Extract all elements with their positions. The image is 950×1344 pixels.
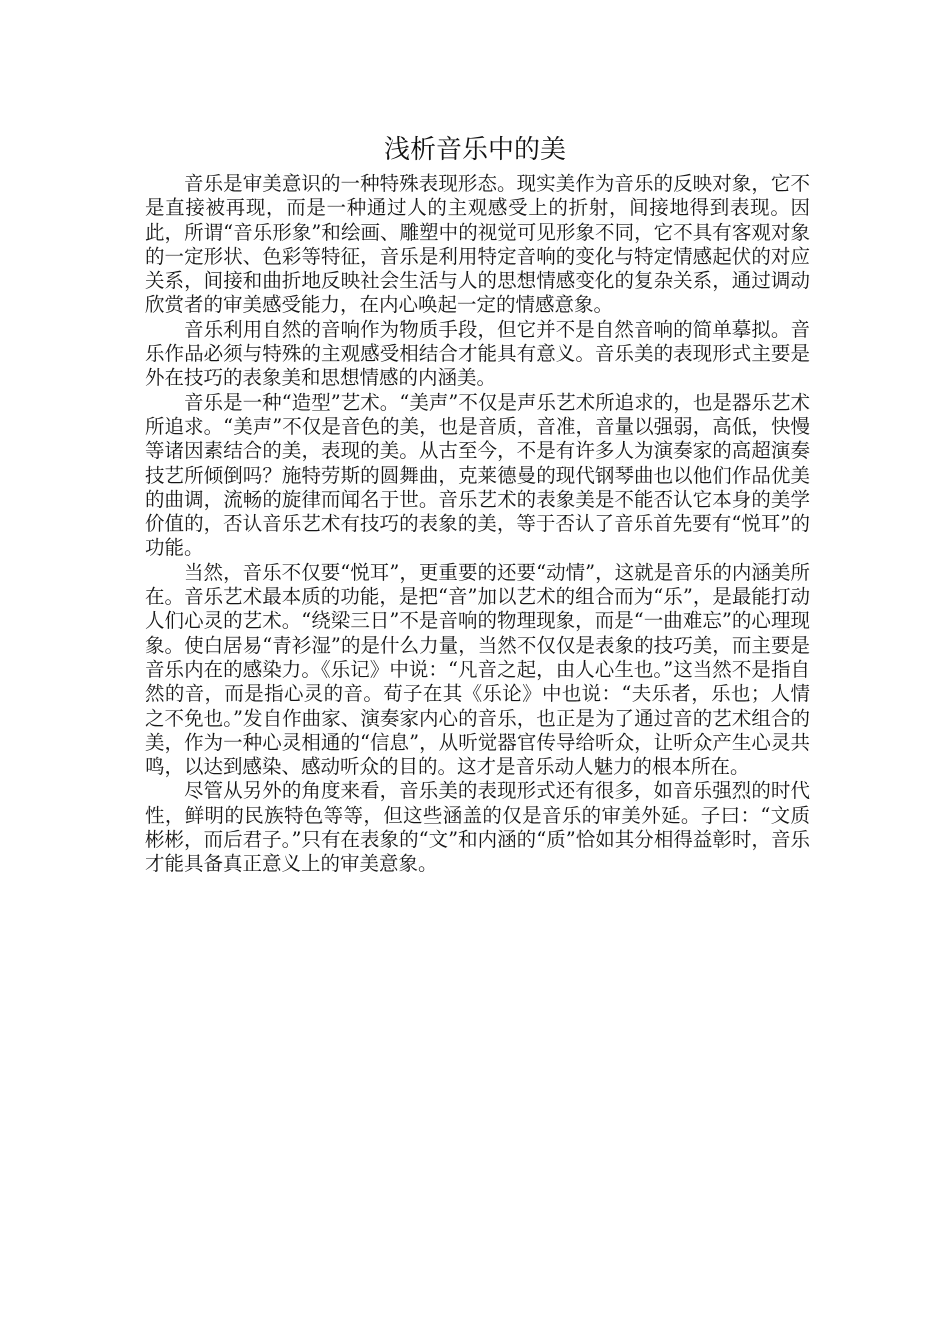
paragraph-1: 音乐是审美意识的一种特殊表现形态。现实美作为音乐的反映对象，它不是直接被再现，而是一种通过人的主观感受上的折射，间接地得到表现。因此，所谓“音乐形象”和绘画、雕塑中的视觉可见形象不同，它不具有客观对象的一定形状、色彩等特征，音乐是利用特定音响的变化与特定情感起伏的对应关系，间接和曲折地反映社会生活与人的思想情感变化的复杂关系，通过调动欣赏者的审美感受能力，在内心唤起一定的情感意象。 — [145, 172, 810, 317]
document-title: 浅析音乐中的美 — [383, 135, 566, 165]
paragraph-2: 音乐利用自然的音响作为物质手段，但它并不是自然音响的简单摹拟。音乐作品必须与特殊的主观感受相结合才能具有意义。音乐美的表现形式主要是外在技巧的表象美和思想情感的内涵美。 — [145, 317, 810, 390]
document-body — [145, 172, 810, 877]
paragraph-5: 尽管从另外的角度来看，音乐美的表现形式还有很多，如音乐强烈的时代性，鲜明的民族特色等等，但这些涵盖的仅是音乐的审美外延。子曰：“文质彬彬，而后君子。”只有在表象的“文”和内涵的“质”恰如其分相得益彰时，音乐才能具备真正意义上的审美意象。 — [145, 779, 810, 876]
paragraph-3: 音乐是一种“造型”艺术。“美声”不仅是声乐艺术所追求的，也是器乐艺术所追求。“美声”不仅是音色的美，也是音质，音准，音量以强弱，高低，快慢等诸因素结合的美，表现的美。从古至今，不是有许多人为演奏家的高超演奏技艺所倾倒吗？施特劳斯的圆舞曲，克莱德曼的现代钢琴曲也以他们作品优美的曲调，流畅的旋律而闻名于世。音乐艺术的表象美是不能否认它本身的美学价值的，否认音乐艺术有技巧的表象的美，等于否认了音乐首先要有“悦耳”的功能。 — [145, 390, 810, 560]
paragraph-4: 当然，音乐不仅要“悦耳”，更重要的还要“动情”，这就是音乐的内涵美所在。音乐艺术最本质的功能，是把“音”加以艺术的组合而为“乐”，是最能打动人们心灵的艺术。“绕梁三日”不是音响的物理现象，而是“一曲难忘”的心理现象。使白居易“青衫湿”的是什么力量，当然不仅仅是表象的技巧美，而主要是音乐内在的感染力。《乐记》中说：“凡音之起，由人心生也。”这当然不是指自然的音，而是指心灵的音。荀子在其《乐论》中也说：“夫乐者，乐也；人情之不免也。”发自作曲家、演奏家内心的音乐，也正是为了通过音的艺术组合的美，作为一种心灵相通的“信息”，从听觉器官传导给听众，让听众产生心灵共鸣，以达到感染、感动听众的目的。这才是音乐动人魅力的根本所在。 — [145, 560, 810, 779]
